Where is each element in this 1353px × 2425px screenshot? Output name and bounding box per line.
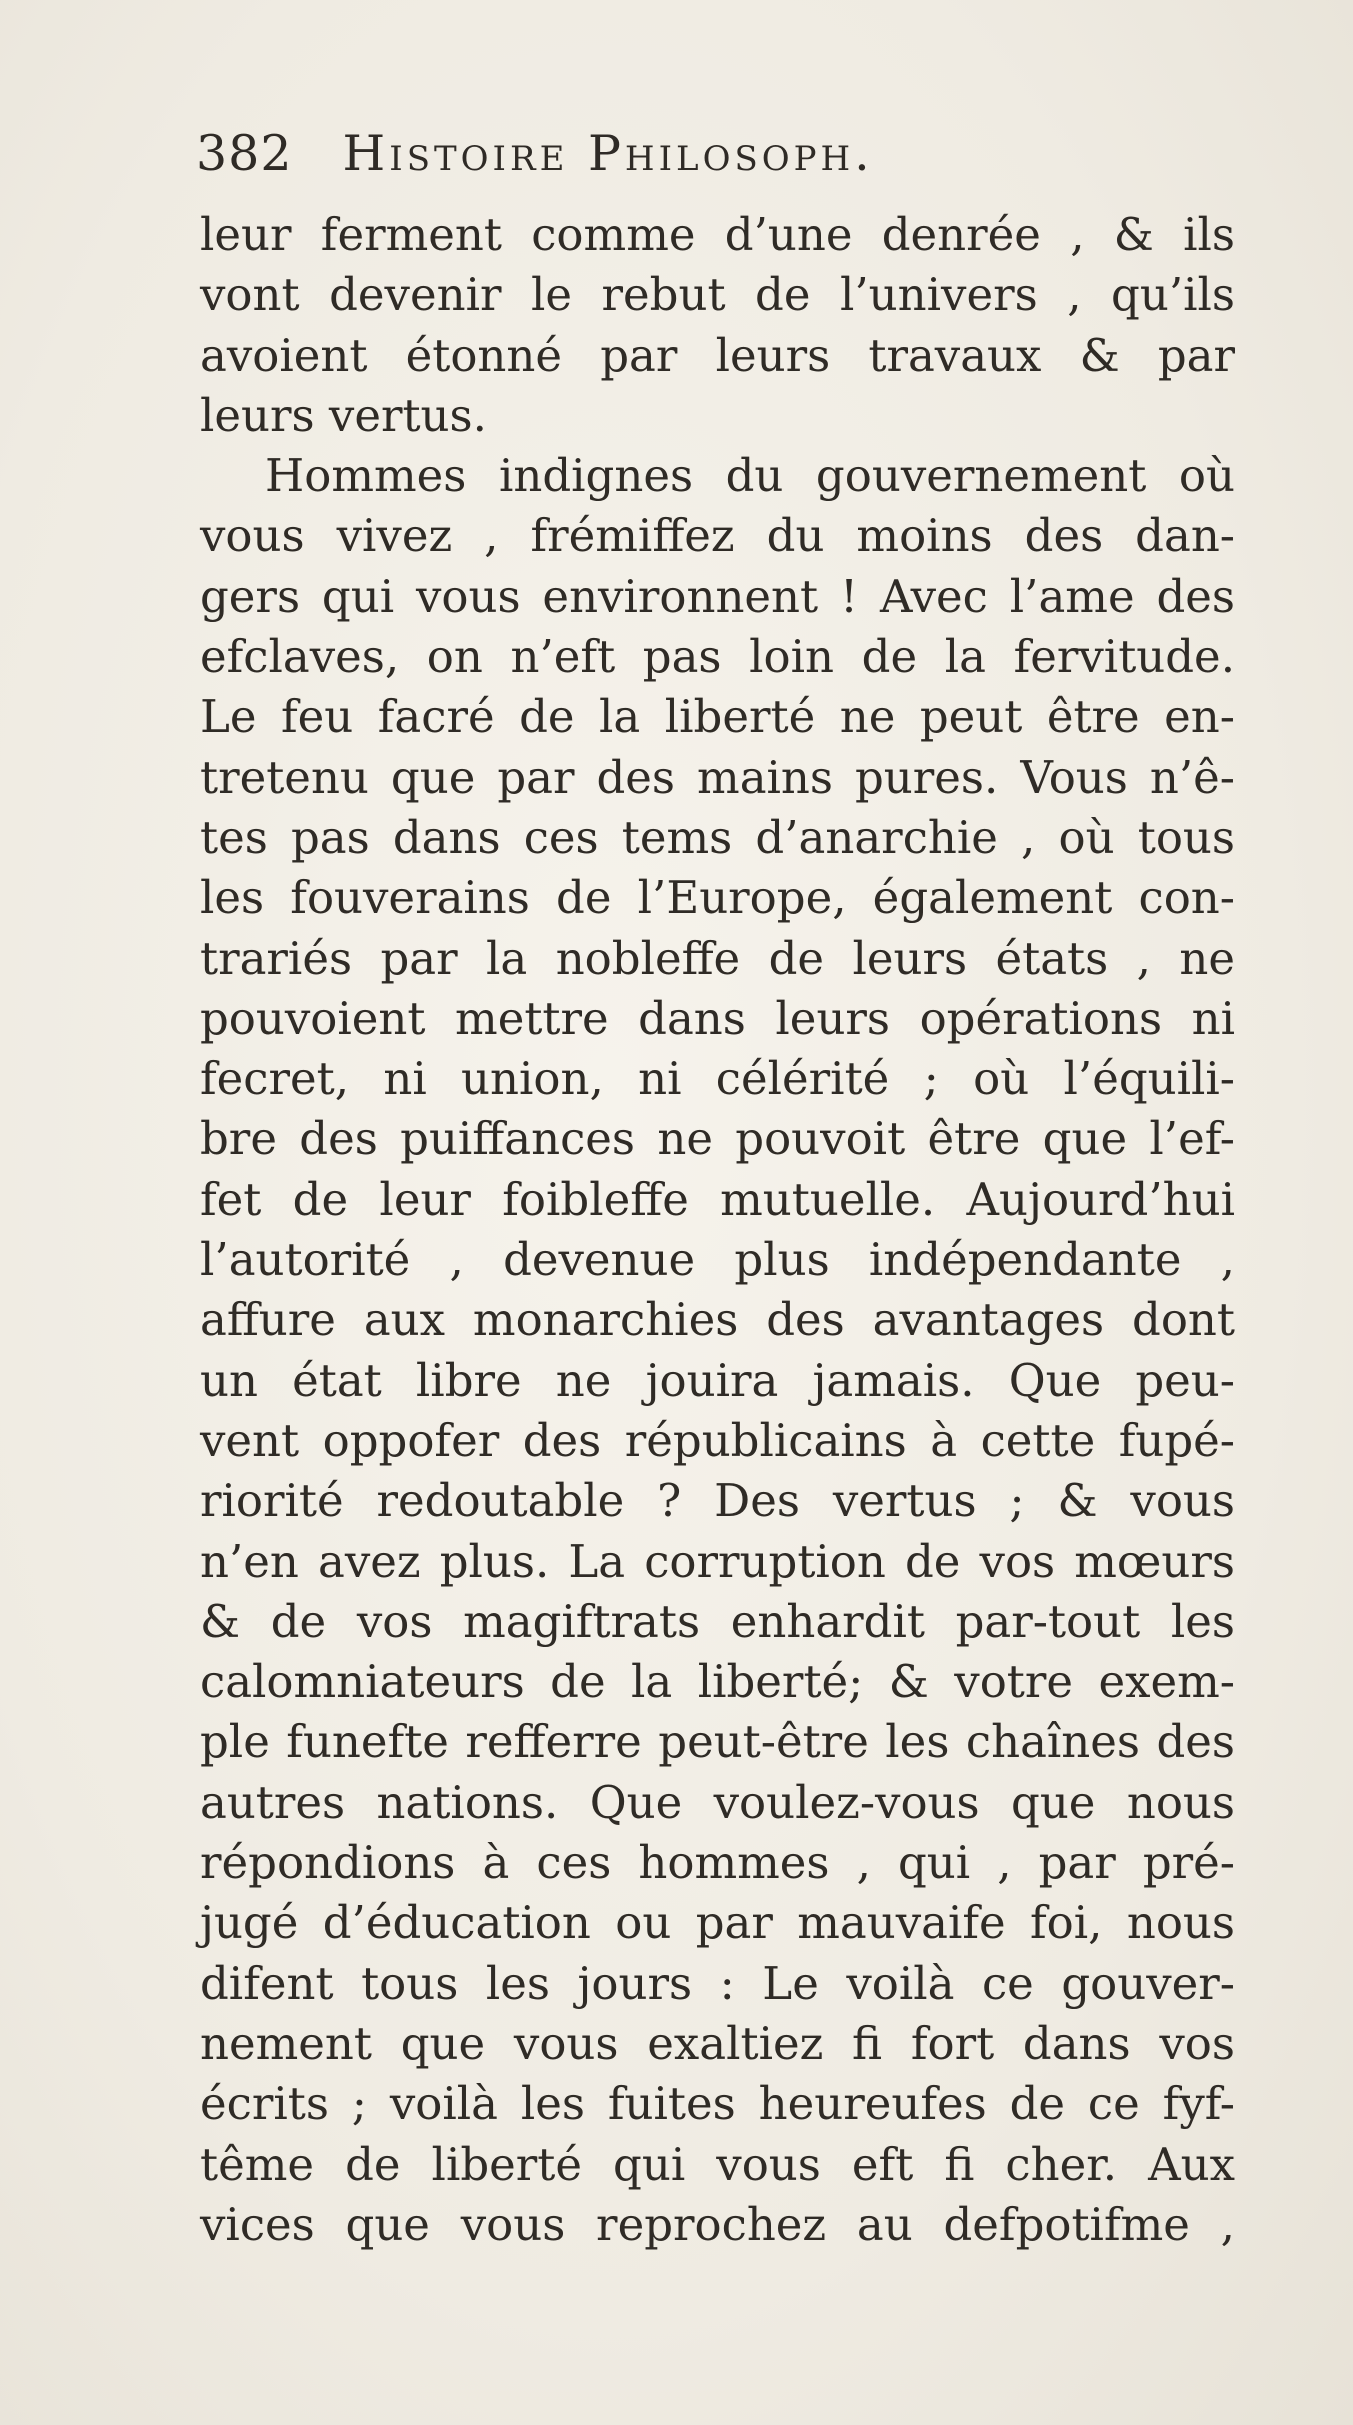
text-line: tretenu que par des mains pures. Vous n’ê- (200, 750, 1235, 804)
page-number: 382 (196, 125, 293, 182)
text-line: fet de leur foibleffe mutuelle. Aujourd’hui (200, 1172, 1235, 1226)
body-text (200, 205, 1235, 2255)
text-line: vont devenir le rebut de l’univers , qu’ils (200, 268, 1235, 322)
text-line: trariés par la nobleffe de leurs états , ne (200, 931, 1235, 985)
text-line: bre des puiffances ne pouvoit être que l’ef- (200, 1112, 1235, 1166)
text-line: vent oppofer des républicains à cette fupé- (200, 1413, 1235, 1467)
text-line: Le feu facré de la liberté ne peut être en- (200, 690, 1235, 744)
text-line: difent tous les jours : Le voilà ce gouver- (200, 1956, 1235, 2010)
text-line: vous vivez , frémiffez du moins des dan- (200, 509, 1235, 563)
text-line: gers qui vous environnent ! Avec l’ame des (200, 569, 1235, 623)
text-line: les fouverains de l’Europe, également con- (200, 871, 1235, 925)
text-line: jugé d’éducation ou par mauvaife foi, nous (200, 1896, 1235, 1950)
text-line: efclaves, on n’eft pas loin de la fervitude. (200, 630, 1235, 684)
text-line: n’en avez plus. La corruption de vos mœurs (200, 1534, 1235, 1588)
page-header (196, 125, 1096, 195)
text-line: pouvoient mettre dans leurs opérations ni (200, 991, 1235, 1045)
text-line: Hommes indignes du gouvernement où (265, 449, 1235, 503)
text-line: tême de liberté qui vous eft fi cher. Aux (200, 2137, 1235, 2191)
text-line: affure aux monarchies des avantages dont (200, 1293, 1235, 1347)
text-line: ple funefte refferre peut-être les chaînes des (200, 1715, 1235, 1769)
text-line: avoient étonné par leurs travaux & par (200, 328, 1235, 382)
text-line: riorité redoutable ? Des vertus ; & vous (200, 1474, 1235, 1528)
text-line: vices que vous reprochez au defpotifme , (200, 2197, 1235, 2251)
text-line: calomniateurs de la liberté; & votre exem- (200, 1655, 1235, 1709)
text-line: l’autorité , devenue plus indépendante , (200, 1233, 1235, 1287)
text-line: fecret, ni union, ni célérité ; où l’équili- (200, 1052, 1235, 1106)
running-title: Histoire Philosoph. (342, 125, 874, 182)
text-line: un état libre ne jouira jamais. Que peu- (200, 1353, 1235, 1407)
text-line: tes pas dans ces tems d’anarchie , où tous (200, 810, 1235, 864)
text-line: leur ferment comme d’une denrée , & ils (200, 208, 1235, 261)
text-line: nement que vous exaltiez fi fort dans vos (200, 2016, 1235, 2070)
text-line: leurs vertus. (200, 388, 487, 442)
text-line: autres nations. Que voulez-vous que nous (200, 1775, 1235, 1829)
text-line: répondions à ces hommes , qui , par pré- (200, 1836, 1235, 1890)
text-line: écrits ; voilà les fuites heureufes de ce fyf- (200, 2077, 1235, 2131)
text-line: & de vos magiftrats enhardit par-tout les (200, 1594, 1235, 1648)
